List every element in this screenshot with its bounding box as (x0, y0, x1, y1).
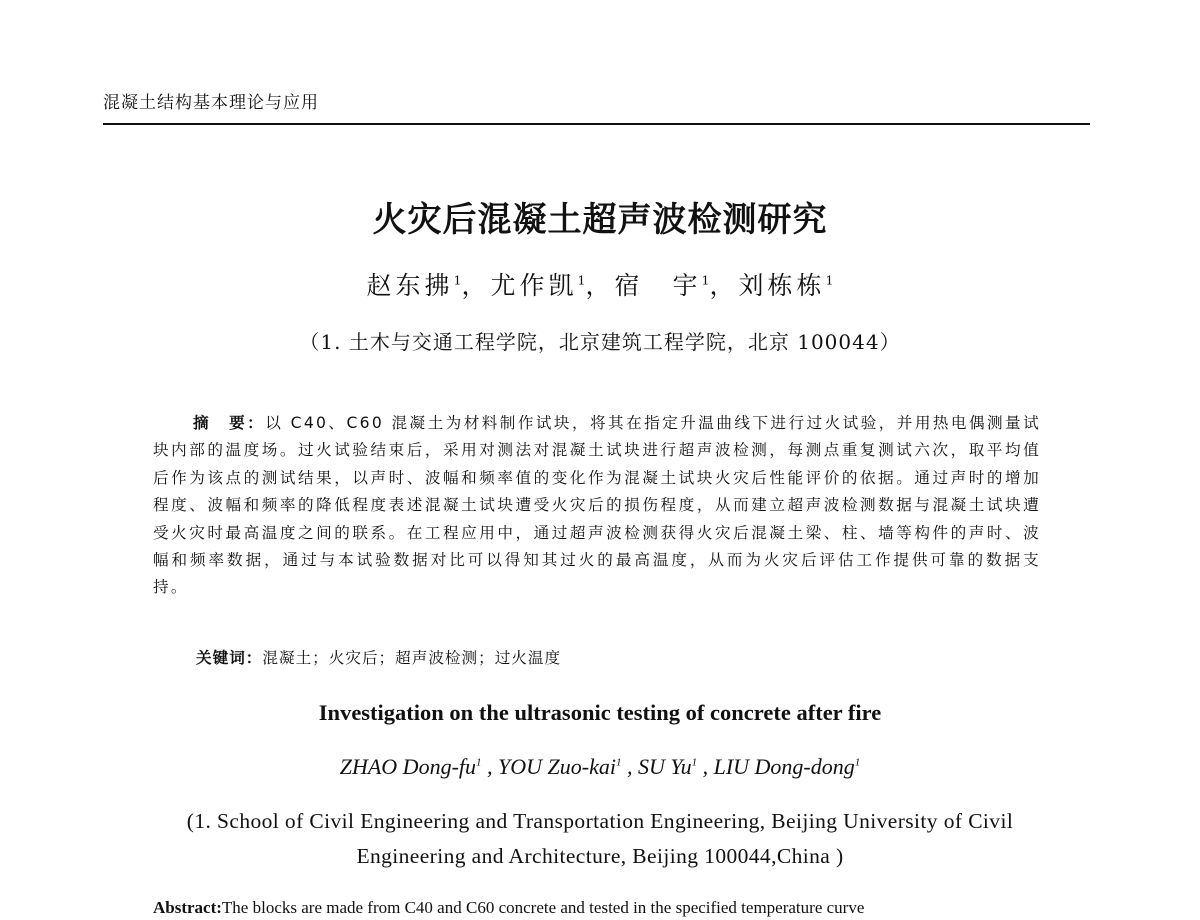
chinese-keywords-text: 混凝土；火灾后；超声波检测；过火温度 (262, 649, 562, 667)
author-name: 尤作凯 (490, 271, 578, 300)
english-abstract-text: The blocks are made from C40 and C60 concrete and tested in the specified temperature curve (221, 898, 865, 917)
running-header: 混凝土结构基本理论与应用 (103, 93, 319, 113)
author-affiliation-marker: 1 (854, 756, 861, 769)
author-affiliation-marker: 1 (701, 272, 710, 288)
english-affiliation (0, 804, 1200, 874)
author-name: YOU Zuo-kai (498, 754, 616, 779)
header-rule (103, 123, 1090, 125)
author-separator: ， (461, 271, 491, 300)
author-name: ZHAO Dong-fu (339, 754, 477, 779)
author-name: 刘栋栋 (738, 271, 826, 300)
english-title: Investigation on the ultrasonic testing of concrete after fire (318, 700, 882, 725)
author-affiliation-marker: 1 (577, 272, 586, 288)
author-separator: , (621, 754, 638, 779)
author-name: 赵东拂 (366, 271, 454, 300)
author-name: SU Yu (637, 754, 692, 779)
author-affiliation-marker: 1 (453, 272, 462, 288)
english-authors (0, 754, 1200, 780)
author-affiliation-marker: 1 (691, 756, 698, 769)
author-separator: , (697, 754, 714, 779)
chinese-abstract-label: 摘 要： (193, 414, 266, 432)
chinese-keywords-label: 关键词： (196, 649, 263, 667)
english-affiliation-line-2: Engineering and Architecture, Beijing 100044,China ) (356, 844, 844, 868)
chinese-keywords (196, 646, 561, 668)
author-affiliation-marker: 1 (476, 756, 482, 769)
author-name: 宿 宇 (614, 271, 702, 300)
english-affiliation-line-1: (1. School of Civil Engineering and Transportation Engineering, Beijing University of Civil (186, 809, 1014, 833)
chinese-authors (0, 266, 1200, 302)
author-separator: ， (585, 271, 615, 300)
chinese-abstract (153, 410, 1041, 602)
author-affiliation-marker: 1 (825, 272, 834, 288)
chinese-abstract-text: 以 C40、C60 混凝土为材料制作试块，将其在指定升温曲线下进行过火试验，并用热电偶测量试块内部的温度场。过火试验结束后，采用对测法对混凝土试块进行超声波检测，每测点重复测试六次，取平均值后作为该点的测试结果，以声时、波幅和频率值的变化作为混凝土试块火灾后性能评价的依据。通过声时的增加程度、波幅和频率的降低程度表述混凝土试块遭受火灾后的损伤程度，从而建立超声波检测数据与混凝土试块遭受火灾时最高温度之间的联系。在工程应用中，通过超声波检测获得火灾后混凝土梁、柱、墙等构件的声时、波幅和频率数据，通过与本试验数据对比可以得知其过火的最高温度，从而为火灾后评估工作提供可靠的数据支持。 (153, 414, 1041, 597)
chinese-affiliation: （1. 土木与交通工程学院，北京建筑工程学院，北京 100044） (299, 330, 901, 354)
author-separator: ， (709, 271, 739, 300)
english-abstract-label: Abstract: (153, 898, 222, 917)
author-name: LIU Dong-dong (713, 754, 855, 779)
author-affiliation-marker: 1 (615, 756, 622, 769)
author-separator: , (481, 754, 499, 779)
english-abstract (153, 898, 1113, 918)
chinese-title: 火灾后混凝土超声波检测研究 (372, 200, 828, 240)
